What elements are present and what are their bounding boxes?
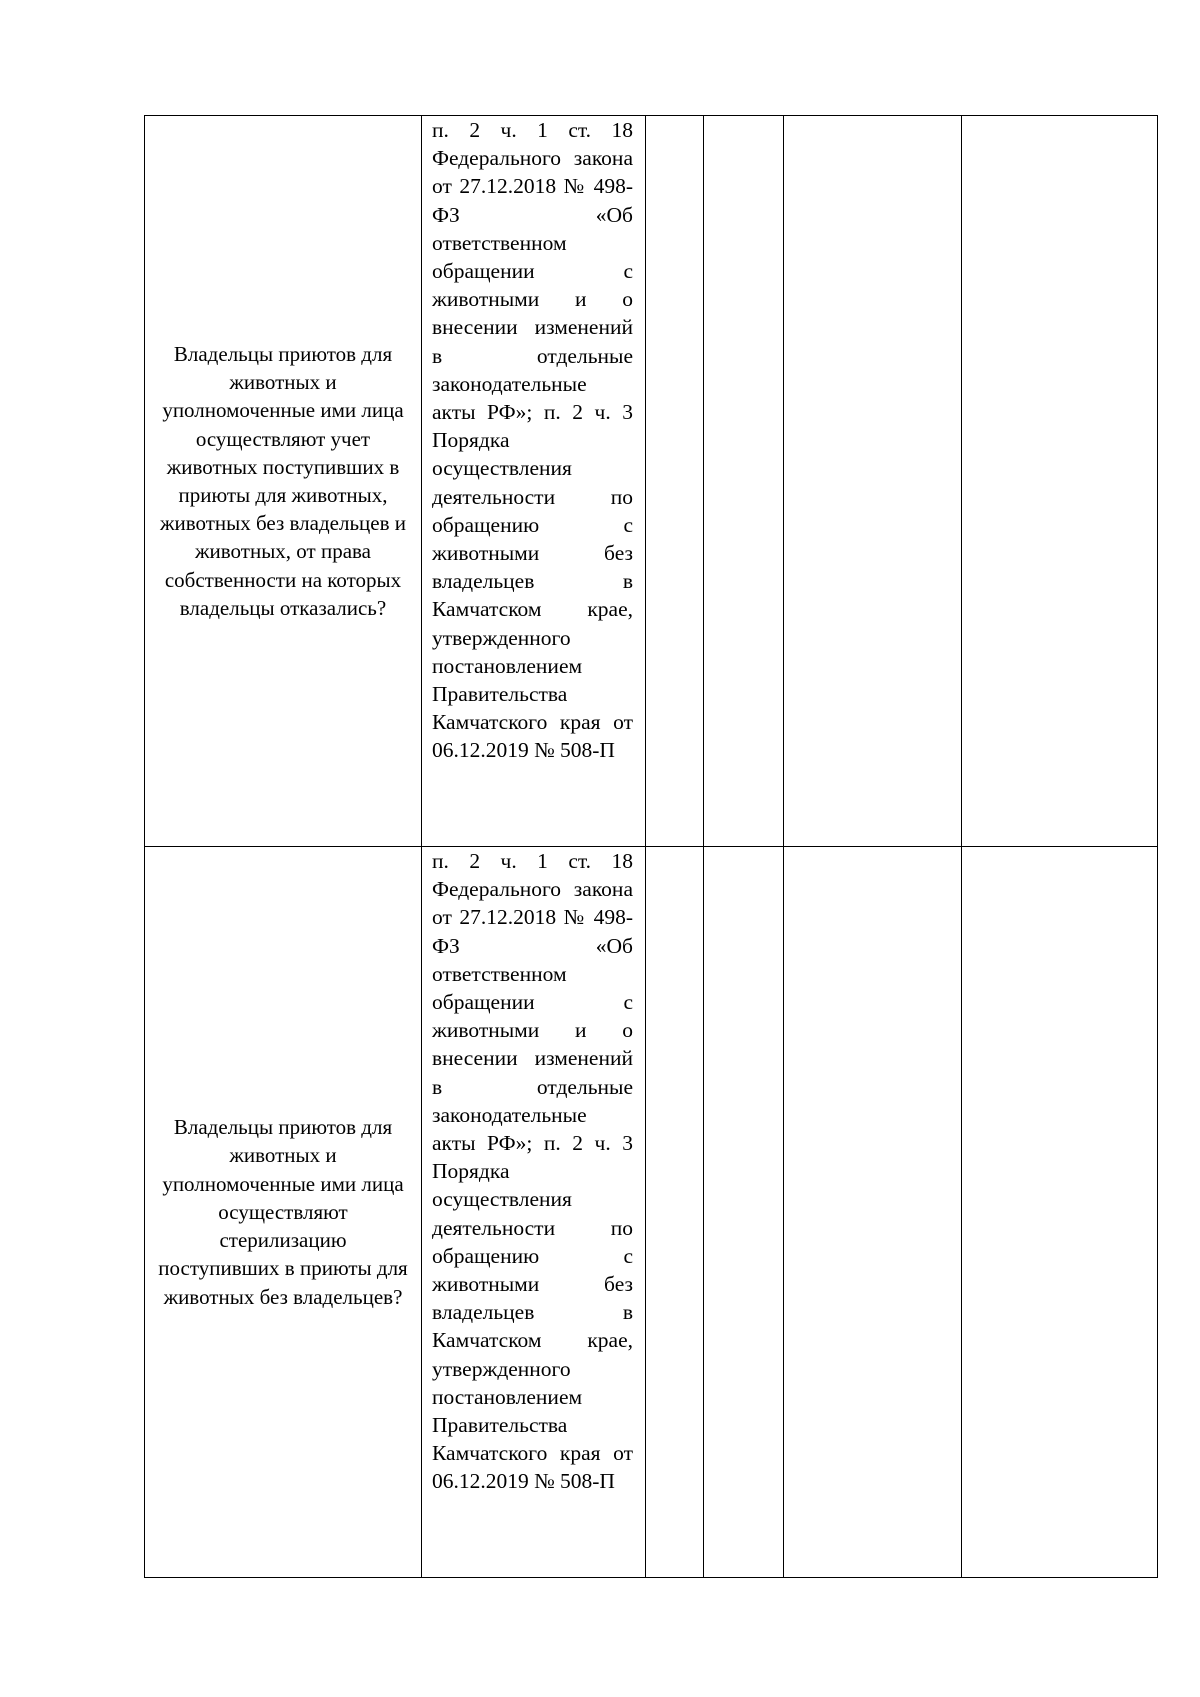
- answer-yes-cell: [646, 116, 704, 847]
- answer-no-cell: [704, 847, 784, 1578]
- answer-not-applicable-cell: [784, 116, 962, 847]
- legal-basis-cell: [422, 116, 646, 847]
- question-cell: [145, 847, 422, 1578]
- table-row: [145, 847, 1158, 1578]
- answer-yes-cell: [646, 847, 704, 1578]
- legal-basis-text: п. 2 ч. 1 ст. 18 Федерального закона от 27.12.2018 № 498-ФЗ «Об ответственном обращении с животными и о внесении изменений в отдельные законодательные акты РФ»; п. 2 ч. 3 Порядка осуществления деятельности по обращению с животными без владельцев в Камчатском крае, утвержденного постановлением Правительства Камчатского края от 06.12.2019 № 508-П: [432, 849, 633, 1494]
- answer-not-applicable-cell: [784, 847, 962, 1578]
- question-text: Владельцы приютов для животных и уполномоченные ими лица осуществляют учет животных поступивших в приюты для животных, животных без владельцев и животных, от права собственности на которых владельцы отказались?: [159, 341, 406, 620]
- legal-basis-text: п. 2 ч. 1 ст. 18 Федерального закона от 27.12.2018 № 498-ФЗ «Об ответственном обращении с животными и о внесении изменений в отдельные законодательные акты РФ»; п. 2 ч. 3 Порядка осуществления деятельности по обращению с животными без владельцев в Камчатском крае, утвержденного постановлением Правительства Камчатского края от 06.12.2019 № 508-П: [432, 118, 633, 763]
- note-cell: [962, 116, 1158, 847]
- checklist-table: [144, 115, 1158, 1578]
- legal-basis-cell: [422, 847, 646, 1578]
- table-row: [145, 116, 1158, 847]
- answer-no-cell: [704, 116, 784, 847]
- question-cell: [145, 116, 422, 847]
- note-cell: [962, 847, 1158, 1578]
- question-text: Владельцы приютов для животных и уполномоченные ими лица осуществляют стерилизацию поступивших в приюты для животных без владельцев?: [158, 1115, 408, 1309]
